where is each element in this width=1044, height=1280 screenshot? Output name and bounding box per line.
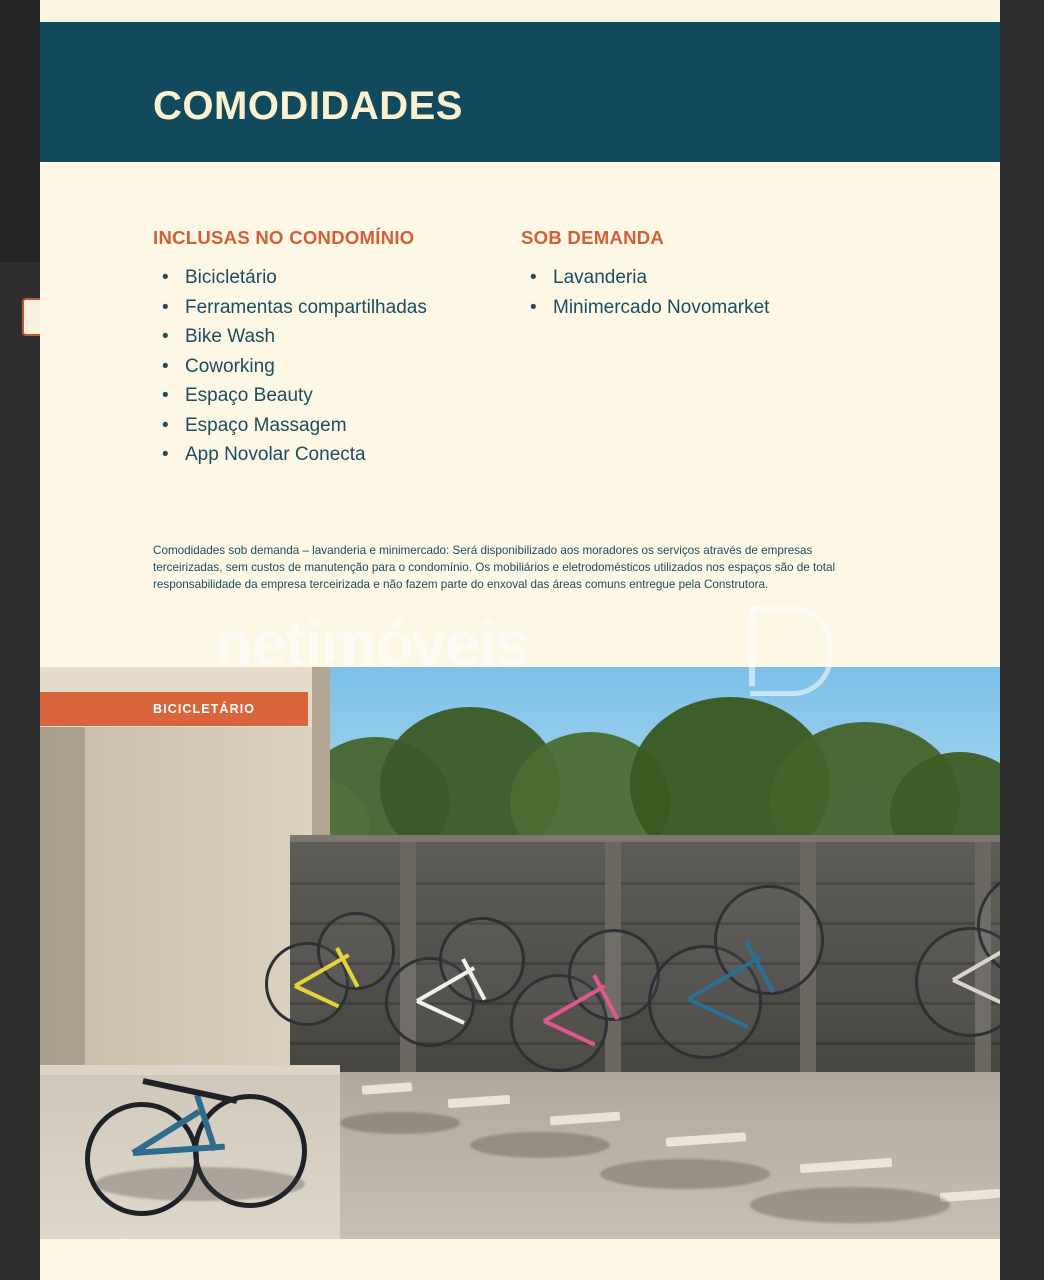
bullet-icon: • xyxy=(530,296,537,318)
disclaimer-text: Comodidades sob demanda – lavanderia e minimercado: Será disponibilizado aos moradores os serviços através de empresas terceirizadas, sem custos de manutenção para o condomínio. Os mobiliários e eletrodomésticos utilizados nos espaços são de total responsabilidade da empresa terceirizada e não fazem parte do enxoval das áreas comuns entregue pela Construtora. xyxy=(153,544,836,591)
bike-pink xyxy=(510,929,660,1079)
amenity-label: Coworking xyxy=(185,355,275,377)
list-item xyxy=(153,293,503,322)
amenity-label: Bike Wash xyxy=(185,326,276,347)
list-item xyxy=(153,411,503,440)
amenities-column-included xyxy=(153,227,503,470)
watermark-text: netimóveis xyxy=(215,610,529,679)
list-item xyxy=(153,381,503,410)
bullet-icon: • xyxy=(162,326,169,347)
amenity-label: Espaço Beauty xyxy=(185,385,313,406)
page-title: COMODIDADES xyxy=(153,84,463,128)
bicicletario-photo xyxy=(40,667,1000,1239)
bullet-icon: • xyxy=(162,414,169,436)
bike-blue xyxy=(648,885,828,1075)
footer-strip xyxy=(40,1239,1000,1280)
list-item xyxy=(521,293,901,322)
amenity-label: Lavanderia xyxy=(553,267,648,288)
bike-white xyxy=(385,917,525,1057)
amenity-label: Ferramentas compartilhadas xyxy=(185,296,427,318)
list-item xyxy=(153,352,503,381)
right-gutter xyxy=(1000,0,1044,1280)
bullet-icon: • xyxy=(162,355,169,377)
list-item xyxy=(521,263,901,292)
building-shadow xyxy=(40,727,85,1087)
brochure-page xyxy=(40,0,1000,1280)
amenities-list-on-demand xyxy=(521,263,901,322)
column-title-included: INCLUSAS NO CONDOMÍNIO xyxy=(153,227,415,248)
bullet-icon: • xyxy=(162,296,169,318)
amenities-list-included xyxy=(153,263,503,469)
list-item xyxy=(153,263,503,292)
amenity-label: Minimercado Novomarket xyxy=(553,296,770,318)
amenity-label: Espaço Massagem xyxy=(185,414,347,436)
bullet-icon: • xyxy=(162,267,169,288)
bullet-icon: • xyxy=(530,267,537,288)
amenity-label: Bicicletário xyxy=(185,267,277,288)
list-item xyxy=(153,440,503,469)
bike-far-right xyxy=(915,872,1000,1052)
list-item xyxy=(153,322,503,351)
bullet-icon: • xyxy=(162,385,169,406)
header-band xyxy=(40,22,1000,162)
column-title-on-demand: SOB DEMANDA xyxy=(521,227,665,248)
photo-caption-label: BICICLETÁRIO xyxy=(40,692,308,726)
amenities-content xyxy=(40,162,1000,667)
left-gutter xyxy=(0,0,40,1280)
bullet-icon: • xyxy=(162,444,169,465)
amenities-column-on-demand xyxy=(521,227,901,322)
gutter-top-strip xyxy=(0,0,40,262)
amenity-label: App Novolar Conecta xyxy=(185,444,366,465)
